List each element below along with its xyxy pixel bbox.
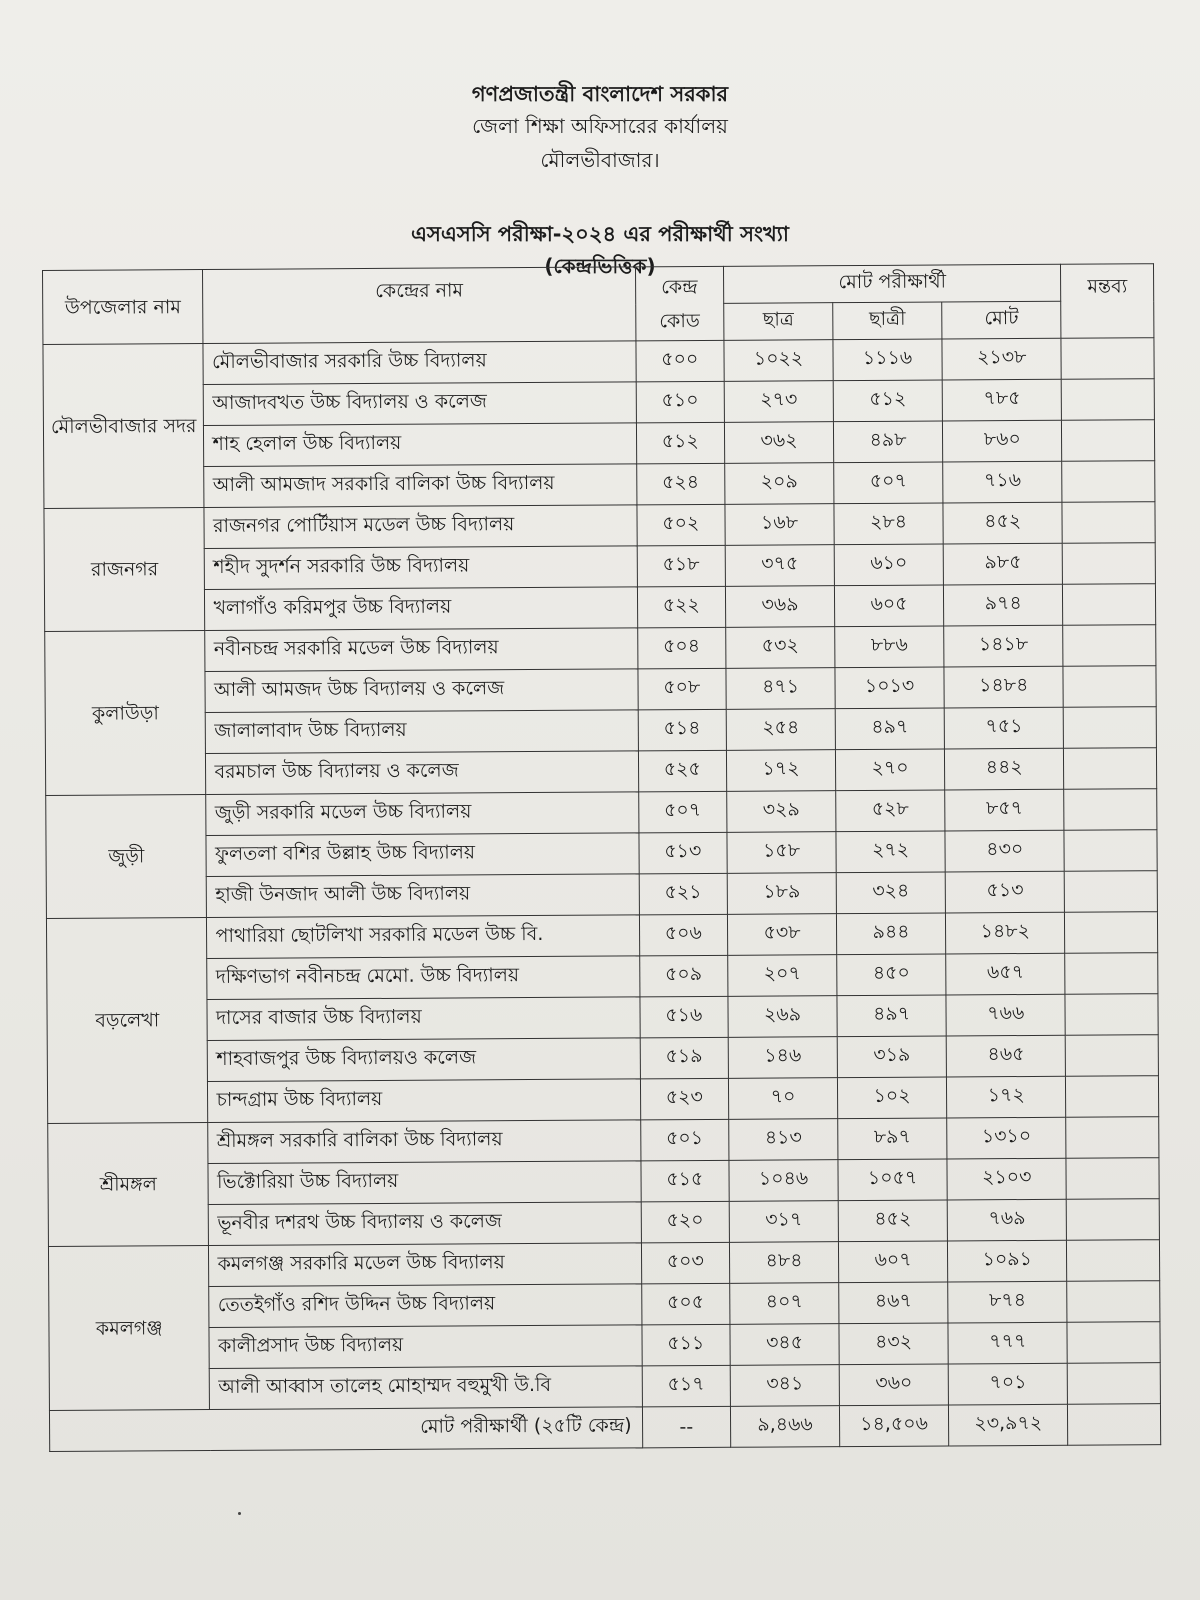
center-code-cell: ৫০৯ — [639, 955, 728, 997]
center-name-cell: শ্রীমঙ্গল সরকারি বালিকা উচ্চ বিদ্যালয় — [208, 1120, 640, 1164]
center-code-cell: ৫২৫ — [638, 750, 727, 792]
boys-cell: ১৫৮ — [727, 832, 836, 874]
total-cell: ৭৭৭ — [948, 1322, 1068, 1364]
girls-cell: ৪৯৭ — [837, 995, 946, 1037]
upazila-cell: মৌলভীবাজার সদর — [43, 344, 204, 509]
center-name-cell: ভিক্টোরিয়া উচ্চ বিদ্যালয় — [208, 1161, 640, 1205]
header-remarks: মন্তব্য — [1061, 264, 1154, 339]
center-name-cell: বরমচাল উচ্চ বিদ্যালয় ও কলেজ — [206, 751, 638, 795]
total-cell: ৭৬৯ — [947, 1199, 1067, 1241]
center-code-cell: ৫০৭ — [638, 791, 727, 833]
center-name-cell: আলী আব্বাস তালেহ মোহাম্মদ বহুমুখী উ.বি — [210, 1366, 642, 1410]
center-name-cell: রাজনগর পোর্টিয়াস মডেল উচ্চ বিদ্যালয় — [204, 505, 636, 549]
center-code-cell: ৫০০ — [635, 340, 724, 382]
boys-cell: ২৬৯ — [728, 996, 837, 1038]
girls-cell: ৩২৪ — [836, 872, 945, 914]
total-cell: ৮৬০ — [942, 420, 1062, 462]
document-title: এসএসসি পরীক্ষা-২০২৪ এর পরীক্ষার্থী সংখ্যা — [411, 222, 789, 246]
girls-cell: ৮৮৬ — [835, 626, 944, 668]
boys-cell: ১৬৮ — [725, 504, 834, 546]
girls-cell: ৬০৫ — [834, 585, 943, 627]
total-cell: ৬৫৭ — [946, 953, 1066, 995]
center-code-cell: ৫০৬ — [639, 914, 728, 956]
boys-cell: ৩২৯ — [727, 791, 836, 833]
boys-cell: ৩৪১ — [730, 1365, 839, 1407]
district-heading: মৌলভীবাজার। — [540, 148, 660, 172]
boys-cell: ১০৪৬ — [729, 1160, 838, 1202]
total-row — [49, 1404, 1160, 1452]
total-cell: ৭৮৫ — [942, 379, 1062, 421]
header-center-name: কেন্দ্রের নাম — [203, 267, 635, 344]
table-row — [47, 994, 1158, 1042]
govt-heading: গণপ্রজাতন্ত্রী বাংলাদেশ সরকার — [471, 82, 729, 106]
total-cell: ১৪১৮ — [944, 625, 1064, 667]
remarks-cell — [1067, 1281, 1160, 1323]
center-code-cell: ৫০৮ — [637, 668, 726, 710]
girls-cell: ৪৯৭ — [835, 708, 944, 750]
center-code-cell: ৫০৫ — [641, 1283, 730, 1325]
total-cell: ১৩১০ — [947, 1117, 1067, 1159]
table-row — [44, 461, 1155, 509]
table-row — [48, 1158, 1159, 1206]
upazila-cell: কুলাউড়া — [45, 631, 206, 796]
total-cell: ১৪৮২ — [945, 912, 1065, 954]
center-code-cell: ৫১২ — [636, 422, 725, 464]
girls-cell: ৫১২ — [833, 380, 942, 422]
remarks-cell — [1065, 871, 1158, 913]
upazila-cell: বড়লেখা — [46, 918, 208, 1124]
table-row — [44, 584, 1155, 632]
table-row — [47, 953, 1158, 1001]
remarks-cell — [1066, 1035, 1159, 1077]
boys-cell: ৩৬২ — [724, 422, 833, 464]
boys-cell: ৩৭৫ — [725, 545, 834, 587]
center-code-cell: ৫২৪ — [636, 463, 725, 505]
total-cell: ৪৫২ — [943, 502, 1063, 544]
center-name-cell: নবীনচন্দ্র সরকারি মডেল উচ্চ বিদ্যালয় — [205, 628, 637, 672]
boys-cell: ৪০৭ — [730, 1283, 839, 1325]
total-cell: ১০৯১ — [947, 1240, 1067, 1282]
remarks-cell — [1065, 994, 1158, 1036]
remarks-cell — [1064, 830, 1157, 872]
center-name-cell: শহীদ সুদর্শন সরকারি উচ্চ বিদ্যালয় — [205, 546, 637, 590]
total-code-cell: -- — [642, 1406, 731, 1448]
center-code-cell: ৫২১ — [639, 873, 728, 915]
total-cell: ৭৫১ — [944, 707, 1064, 749]
remarks-cell — [1063, 625, 1156, 667]
center-code-cell: ৫১৯ — [640, 1037, 729, 1079]
total-cell: ৭১৬ — [943, 461, 1063, 503]
table-row — [47, 1076, 1158, 1124]
girls-cell: ১১১৬ — [833, 339, 942, 381]
center-name-cell: দাসের বাজার উচ্চ বিদ্যালয় — [207, 997, 639, 1041]
total-cell: ৪৬৫ — [946, 1035, 1066, 1077]
table-row — [47, 1035, 1158, 1083]
center-name-cell: পাথারিয়া ছোটলিখা সরকারি মডেল উচ্চ বি. — [207, 915, 639, 959]
table-row — [48, 1199, 1159, 1247]
boys-cell: ৫৩২ — [726, 627, 835, 669]
table-row — [45, 666, 1156, 714]
girls-cell: ৫০৭ — [834, 462, 943, 504]
boys-cell: ১৭২ — [726, 750, 835, 792]
upazila-cell: কমলগঞ্জ — [48, 1245, 209, 1410]
table-row — [44, 502, 1155, 550]
total-cell: ১৪৮৪ — [944, 666, 1064, 708]
boys-cell: ৩৪৫ — [730, 1324, 839, 1366]
table-row — [48, 1117, 1159, 1165]
table-row — [46, 912, 1157, 960]
grand-total-cell: ২৩,৯৭২ — [948, 1404, 1068, 1446]
total-remarks-cell — [1068, 1404, 1161, 1446]
upazila-cell: শ্রীমঙ্গল — [48, 1123, 209, 1247]
center-name-cell: শাহ হেলাল উচ্চ বিদ্যালয় — [204, 423, 636, 467]
remarks-cell — [1067, 1322, 1160, 1364]
table-row — [46, 789, 1157, 837]
remarks-cell — [1066, 1117, 1159, 1159]
examinee-table — [42, 263, 1161, 1452]
header-total: মোট — [942, 301, 1062, 339]
center-name-cell: ফুলতলা বশির উল্লাহ উচ্চ বিদ্যালয় — [206, 833, 638, 877]
remarks-cell — [1063, 584, 1156, 626]
girls-cell: ২৮৪ — [834, 503, 943, 545]
total-cell: ৮৭৪ — [948, 1281, 1068, 1323]
center-code-cell: ৫০১ — [640, 1119, 729, 1161]
total-girls-cell: ১৪,৫০৬ — [839, 1405, 948, 1447]
table-row — [43, 420, 1154, 468]
center-code-cell: ৫১৪ — [638, 709, 727, 751]
total-cell: ৯৮৫ — [943, 543, 1063, 585]
total-cell: ৫১৩ — [945, 871, 1065, 913]
center-code-cell: ৫০২ — [636, 504, 725, 546]
boys-cell: ৫৩৮ — [727, 914, 836, 956]
girls-cell: ৩১৯ — [837, 1036, 946, 1078]
girls-cell: ৬১০ — [834, 544, 943, 586]
remarks-cell — [1065, 953, 1158, 995]
total-cell: ১৭২ — [946, 1076, 1066, 1118]
center-name-cell: শাহবাজপুর উচ্চ বিদ্যালয়ও কলেজ — [208, 1038, 640, 1082]
remarks-cell — [1066, 1158, 1159, 1200]
paper-speck — [238, 1512, 241, 1515]
center-code-cell: ৫০৩ — [641, 1242, 730, 1284]
table-row — [49, 1363, 1160, 1411]
center-name-cell: চান্দগ্রাম উচ্চ বিদ্যালয় — [208, 1079, 640, 1123]
center-name-cell: আলী আমজাদ সরকারি বালিকা উচ্চ বিদ্যালয় — [204, 464, 636, 508]
table-row — [45, 625, 1156, 673]
center-code-cell: ৫১৫ — [640, 1160, 729, 1202]
table-row — [45, 748, 1156, 796]
center-code-cell: ৫১৩ — [638, 832, 727, 874]
header-center-code: কেন্দ্র কোড — [635, 266, 724, 341]
center-code-cell: ৫০৪ — [637, 627, 726, 669]
center-name-cell: খলাগাঁও করিমপুর উচ্চ বিদ্যালয় — [205, 587, 637, 631]
header-upazila: উপজেলার নাম — [43, 270, 204, 345]
remarks-cell — [1062, 420, 1155, 462]
girls-cell: ৪৩২ — [839, 1323, 948, 1365]
girls-cell: ৪৫২ — [838, 1200, 947, 1242]
boys-cell: ১০২২ — [724, 340, 833, 382]
remarks-cell — [1062, 502, 1155, 544]
total-cell: ২১৩৮ — [942, 338, 1062, 380]
total-cell: ৪৪২ — [944, 748, 1064, 790]
boys-cell: ৩১৭ — [729, 1201, 838, 1243]
center-name-cell: হাজী উনজাদ আলী উচ্চ বিদ্যালয় — [207, 874, 639, 918]
total-cell: ৭৬৬ — [946, 994, 1066, 1036]
total-label: মোট পরীক্ষার্থী (২৫টি কেন্দ্র) — [49, 1407, 642, 1452]
remarks-cell — [1064, 789, 1157, 831]
girls-cell: ২৭০ — [835, 749, 944, 791]
header-total-group: মোট পরীক্ষার্থী — [723, 264, 1061, 303]
boys-cell: ৪৮৪ — [729, 1242, 838, 1284]
table-body — [43, 338, 1161, 1452]
table-row — [46, 871, 1157, 919]
center-code-cell: ৫২২ — [637, 586, 726, 628]
table-row — [49, 1281, 1160, 1329]
girls-cell: ৪৯৮ — [833, 421, 942, 463]
table-row — [43, 379, 1154, 427]
total-cell: ৯৭৪ — [943, 584, 1063, 626]
boys-cell: ৪৭১ — [726, 668, 835, 710]
remarks-cell — [1062, 379, 1155, 421]
table-row — [49, 1322, 1160, 1370]
remarks-cell — [1062, 461, 1155, 503]
remarks-cell — [1064, 748, 1157, 790]
girls-cell: ২৭২ — [836, 831, 945, 873]
girls-cell: ১০১৩ — [835, 667, 944, 709]
center-code-cell: ৫১০ — [636, 381, 725, 423]
remarks-cell — [1066, 1076, 1159, 1118]
document-subtitle: (কেন্দ্রভিত্তিক) — [544, 254, 656, 278]
remarks-cell — [1064, 707, 1157, 749]
remarks-cell — [1067, 1240, 1160, 1282]
upazila-cell: জুড়ী — [46, 795, 207, 919]
center-code-cell: ৫১৬ — [639, 996, 728, 1038]
remarks-cell — [1067, 1199, 1160, 1241]
center-code-cell: ৫১৮ — [637, 545, 726, 587]
table-row — [45, 707, 1156, 755]
girls-cell: ৪৬৭ — [839, 1282, 948, 1324]
girls-cell: ৫২৮ — [836, 790, 945, 832]
total-cell: ৭০১ — [948, 1363, 1068, 1405]
boys-cell: ২৫৪ — [726, 709, 835, 751]
center-name-cell: জুড়ী সরকারি মডেল উচ্চ বিদ্যালয় — [206, 792, 638, 836]
table-row — [46, 830, 1157, 878]
girls-cell: ৩৬০ — [839, 1364, 948, 1406]
girls-cell: ৪৫০ — [837, 954, 946, 996]
remarks-cell — [1068, 1363, 1161, 1405]
total-cell: ২১০৩ — [947, 1158, 1067, 1200]
center-name-cell: তেতইগাঁও রশিদ উদ্দিন উচ্চ বিদ্যালয় — [209, 1284, 641, 1328]
header-girls: ছাত্রী — [833, 302, 942, 340]
center-name-cell: ভূনবীর দশরথ উচ্চ বিদ্যালয় ও কলেজ — [209, 1202, 641, 1246]
girls-cell: ১০২ — [837, 1077, 946, 1119]
girls-cell: ৯৪৪ — [836, 913, 945, 955]
table-row — [48, 1240, 1159, 1288]
boys-cell: ১৪৬ — [728, 1037, 837, 1079]
center-code-cell: ৫২০ — [641, 1201, 730, 1243]
center-code-cell: ৫২৩ — [640, 1078, 729, 1120]
center-code-cell: ৫১১ — [641, 1324, 730, 1366]
boys-cell: ২৭৩ — [724, 381, 833, 423]
boys-cell: ২০৭ — [728, 955, 837, 997]
center-name-cell: আলী আমজদ উচ্চ বিদ্যালয় ও কলেজ — [205, 669, 637, 713]
table-row — [44, 543, 1155, 591]
table-row — [43, 338, 1154, 386]
center-name-cell: মৌলভীবাজার সরকারি উচ্চ বিদ্যালয় — [203, 341, 635, 385]
office-heading: জেলা শিক্ষা অফিসারের কার্যালয় — [472, 114, 728, 138]
total-cell: ৮৫৭ — [945, 789, 1065, 831]
center-name-cell: কমলগঞ্জ সরকারি মডেল উচ্চ বিদ্যালয় — [209, 1243, 641, 1287]
total-boys-cell: ৯,৪৬৬ — [730, 1406, 839, 1448]
boys-cell: ৩৬৯ — [725, 586, 834, 628]
center-name-cell: দক্ষিণভাগ নবীনচন্দ্র মেমো. উচ্চ বিদ্যালয় — [207, 956, 639, 1000]
boys-cell: ৪১৩ — [729, 1119, 838, 1161]
upazila-cell: রাজনগর — [44, 508, 205, 632]
remarks-cell — [1061, 338, 1154, 380]
remarks-cell — [1063, 666, 1156, 708]
girls-cell: ৮৯৭ — [838, 1118, 947, 1160]
girls-cell: ৬০৭ — [838, 1241, 947, 1283]
boys-cell: ৭০ — [728, 1078, 837, 1120]
remarks-cell — [1065, 912, 1158, 954]
center-name-cell: কালীপ্রসাদ উচ্চ বিদ্যালয় — [209, 1325, 641, 1369]
boys-cell: ১৮৯ — [727, 873, 836, 915]
girls-cell: ১০৫৭ — [838, 1159, 947, 1201]
total-cell: ৪৩০ — [945, 830, 1065, 872]
center-code-cell: ৫১৭ — [642, 1365, 731, 1407]
header-boys: ছাত্র — [724, 303, 833, 341]
boys-cell: ২০৯ — [725, 463, 834, 505]
remarks-cell — [1063, 543, 1156, 585]
center-name-cell: আজাদবখত উচ্চ বিদ্যালয় ও কলেজ — [204, 382, 636, 426]
center-name-cell: জালালাবাদ উচ্চ বিদ্যালয় — [206, 710, 638, 754]
